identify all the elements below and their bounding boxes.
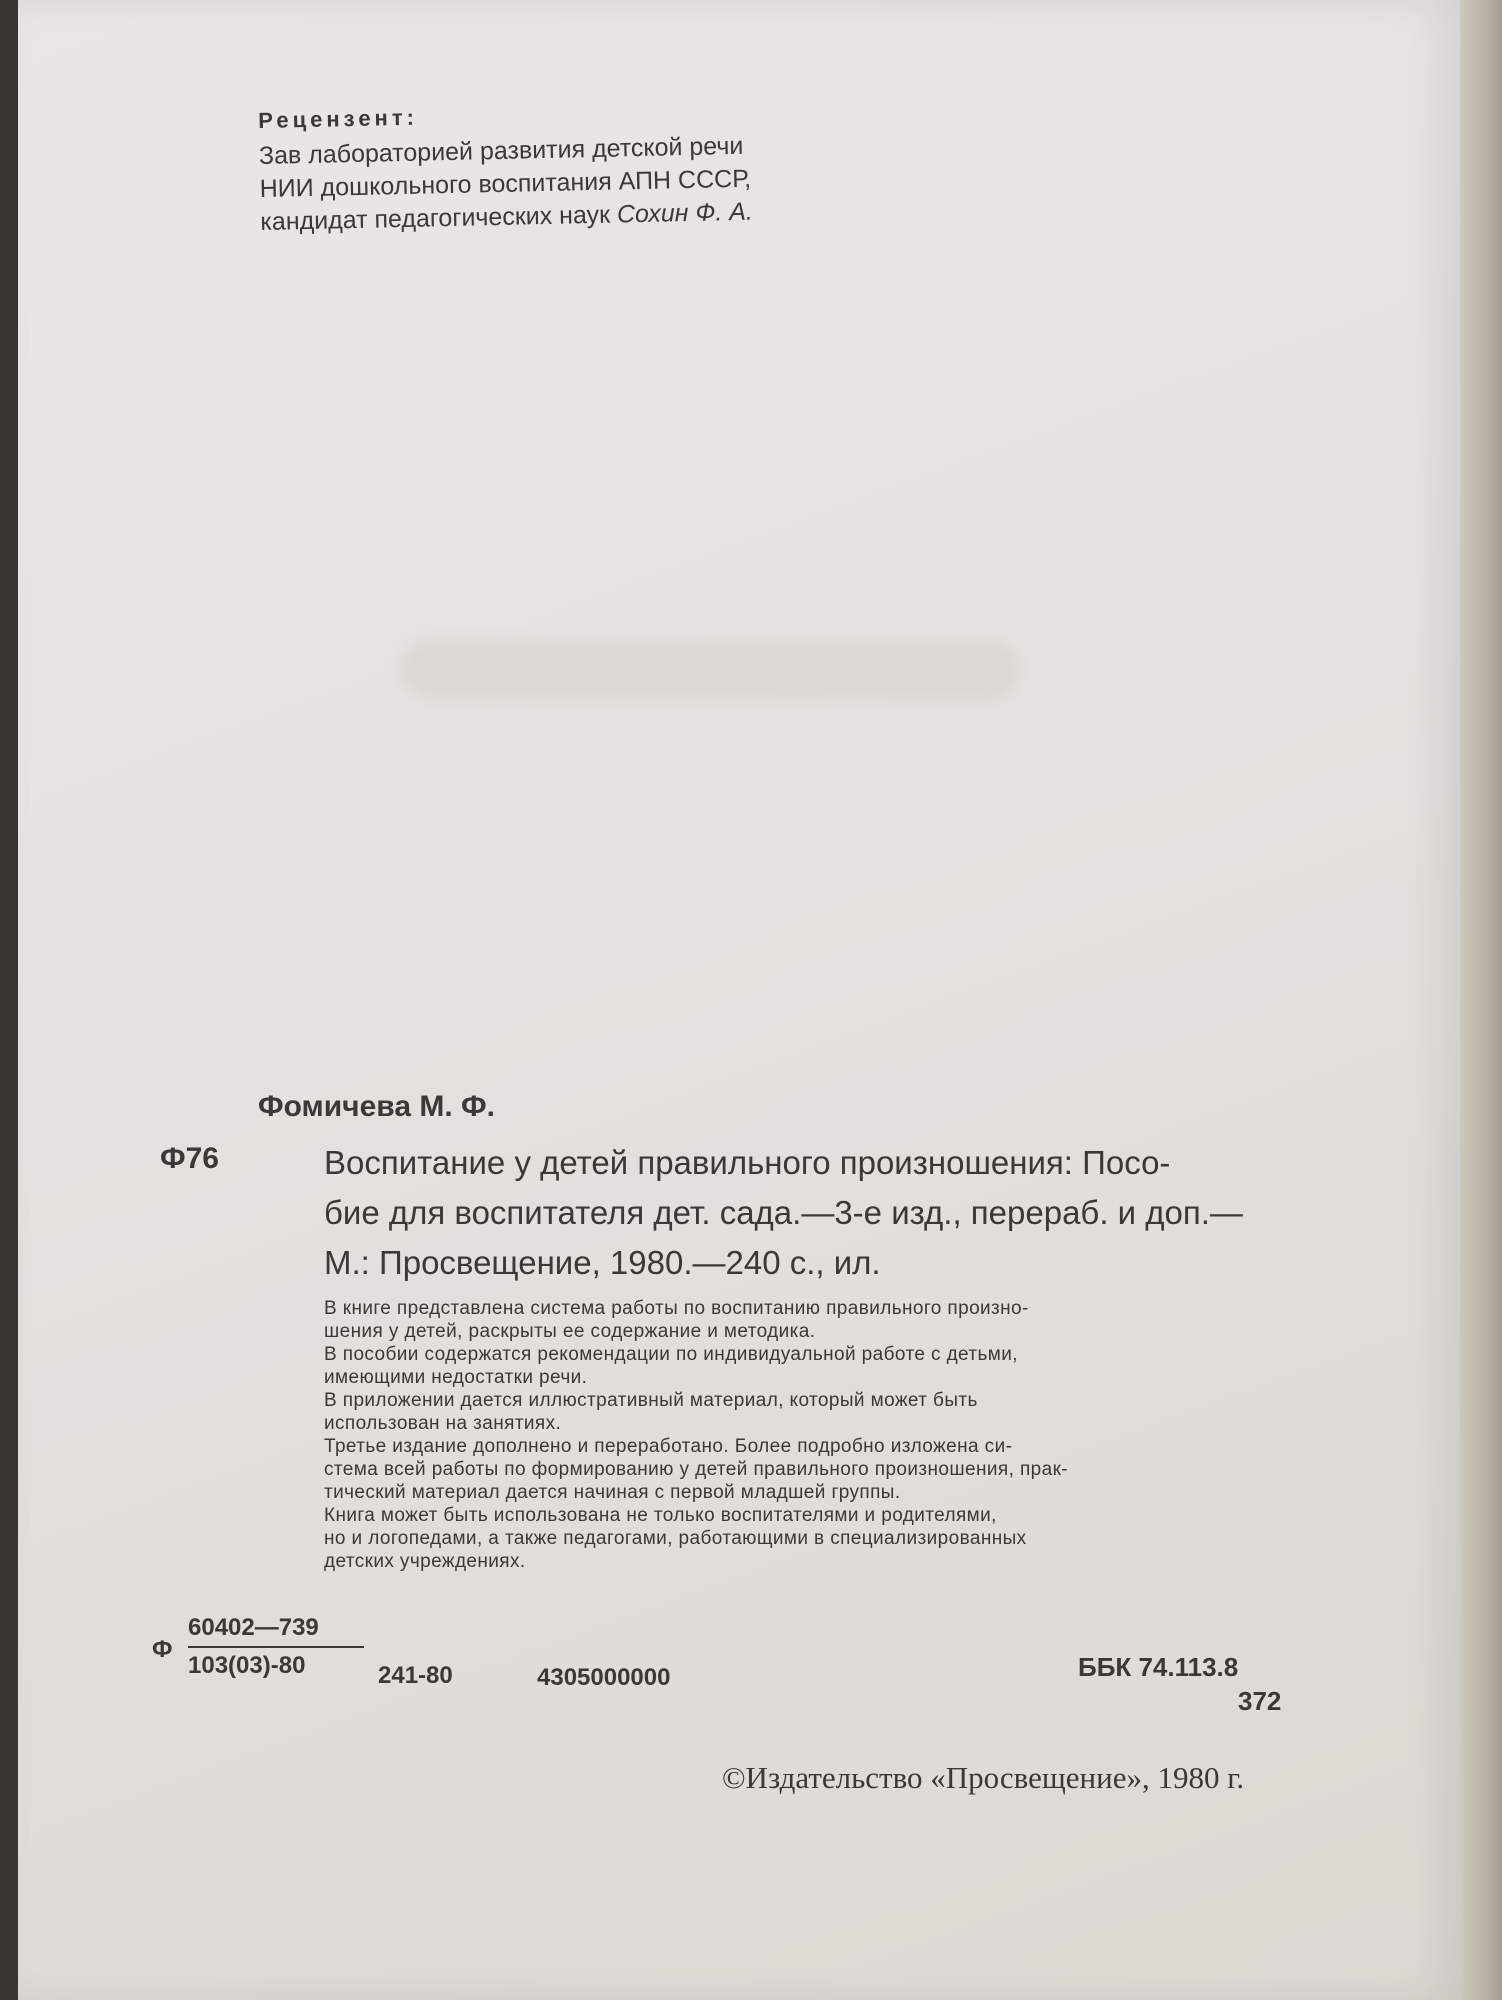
- catalog-code: Ф76: [160, 1142, 219, 1175]
- reviewer-heading: Рецензент:: [258, 104, 419, 133]
- annotation-line: детских учреждениях.: [324, 1551, 526, 1572]
- index-fraction: [188, 1614, 364, 1680]
- annotation-line: стема всей работы по формированию у детей правильного произношения, прак-: [324, 1459, 1069, 1480]
- index-letter: Ф: [152, 1636, 173, 1663]
- entry-line: М.: Просвещение, 1980.—240 с., ил.: [324, 1244, 881, 1281]
- fraction-numerator: 60402—739: [188, 1614, 319, 1641]
- page-smudge: [400, 640, 1020, 700]
- annotation-line: использован на занятиях.: [324, 1413, 562, 1434]
- index-code: 241-80: [378, 1662, 453, 1689]
- reviewer-line-2: НИИ дошкольного воспитания АПН СССР,: [259, 164, 752, 203]
- entry-line: Воспитание у детей правильного произношения: Посо-: [324, 1144, 1171, 1181]
- bibliographic-entry: [324, 1138, 1404, 1288]
- annotation-line: В книге представлена система работы по воспитанию правильного произно-: [324, 1298, 1029, 1319]
- index-number: 4305000000: [537, 1664, 671, 1691]
- page-edge: [1460, 0, 1502, 2000]
- annotation-line: В пособии содержатся рекомендации по индивидуальной работе с детьми,: [324, 1344, 1018, 1365]
- annotation-line: имеющими недостатки речи.: [324, 1367, 588, 1388]
- annotation-line: В приложении дается иллюстративный материал, который может быть: [324, 1390, 978, 1411]
- annotation-line: Книга может быть использована не только воспитателями и родителями,: [324, 1505, 997, 1526]
- bbk-sub: 372: [1238, 1686, 1282, 1716]
- bbk-label: ББК 74.113.8: [1078, 1652, 1239, 1682]
- entry-line: бие для воспитателя дет. сада.—3-е изд., перераб. и доп.—: [324, 1194, 1243, 1231]
- reviewer-line-1: Зав лабораторией развития детской речи: [258, 131, 744, 170]
- annotation-line: но и логопедами, а также педагогами, работающими в специализированных: [324, 1528, 1027, 1549]
- reviewer-block: [258, 93, 961, 239]
- author-name: Фомичева М. Ф.: [258, 1090, 495, 1123]
- bbk-classification: [1078, 1650, 1281, 1718]
- annotation-line: Третье издание дополнено и переработано. Более подробно изложена си-: [324, 1436, 1013, 1457]
- annotation-line: тический материал дается начиная с первой младшей группы.: [324, 1482, 901, 1503]
- copyright-line: ©Издательство «Просвещение», 1980 г.: [722, 1760, 1245, 1795]
- annotation-line: шения у детей, раскрыты ее содержание и методика.: [324, 1321, 816, 1342]
- annotation-block: [324, 1297, 1404, 1573]
- reviewer-name: Сохин Ф. А.: [616, 197, 754, 229]
- reviewer-credential: кандидат педагогических наук: [260, 200, 618, 236]
- fraction-denominator: 103(03)-80: [188, 1652, 306, 1679]
